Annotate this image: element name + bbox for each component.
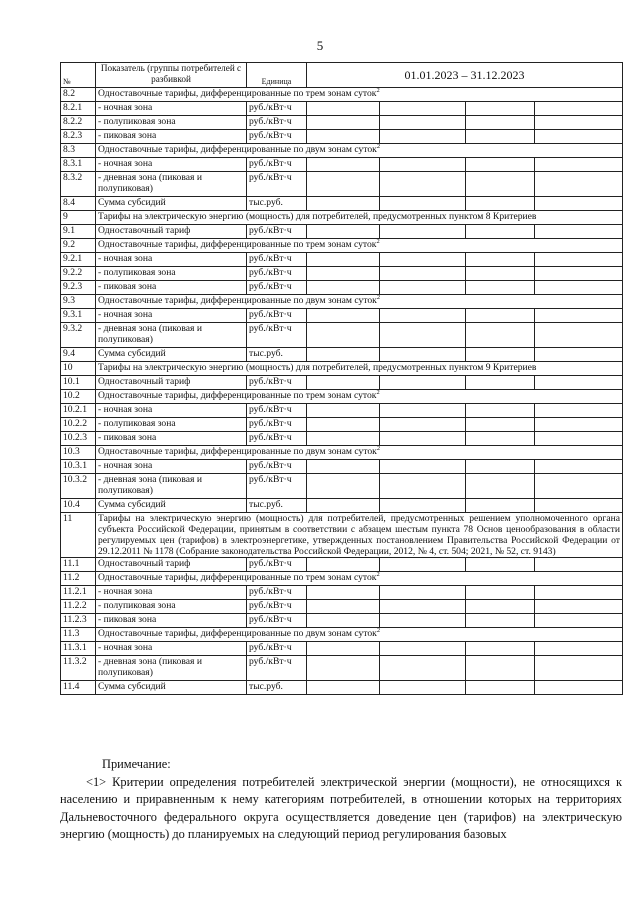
row-unit: руб./кВт·ч xyxy=(247,225,307,239)
table-row xyxy=(61,144,623,158)
value-cell xyxy=(466,499,535,513)
row-indicator: - ночная зона xyxy=(96,253,247,267)
table-row xyxy=(61,681,623,695)
row-unit: руб./кВт·ч xyxy=(247,309,307,323)
value-cell xyxy=(307,323,380,348)
row-number: 11.2.3 xyxy=(61,614,96,628)
row-number: 8.3 xyxy=(61,144,96,158)
row-section-text: Одноставочные тарифы, дифференцированные по трем зонам суток xyxy=(98,572,377,583)
value-cell xyxy=(380,460,466,474)
page-number: 5 xyxy=(316,38,324,53)
value-cell xyxy=(535,158,623,172)
table-row xyxy=(61,362,623,376)
value-cell xyxy=(535,253,623,267)
row-number: 11.2.1 xyxy=(61,586,96,600)
value-cell xyxy=(380,116,466,130)
value-cell xyxy=(380,225,466,239)
value-cell xyxy=(307,600,380,614)
value-cell xyxy=(535,600,623,614)
value-cell xyxy=(380,323,466,348)
row-indicator: Сумма субсидий xyxy=(96,348,247,362)
row-indicator: - ночная зона xyxy=(96,102,247,116)
value-cell xyxy=(535,460,623,474)
row-unit: руб./кВт·ч xyxy=(247,586,307,600)
row-section-text: Одноставочные тарифы, дифференцированные по трем зонам суток xyxy=(98,88,377,99)
row-unit: руб./кВт·ч xyxy=(247,460,307,474)
value-cell xyxy=(466,197,535,211)
table-row xyxy=(61,404,623,418)
row-indicator: Одноставочный тариф xyxy=(96,376,247,390)
value-cell xyxy=(307,656,380,681)
row-indicator: - пиковая зона xyxy=(96,432,247,446)
row-indicator: - ночная зона xyxy=(96,642,247,656)
value-cell xyxy=(466,586,535,600)
value-cell xyxy=(535,323,623,348)
row-number: 10.2 xyxy=(61,390,96,404)
row-section-text: Одноставочные тарифы, дифференцированные по двум зонам суток xyxy=(98,446,377,457)
value-cell xyxy=(380,102,466,116)
row-section-text: Тарифы на электрическую энергию (мощность) для потребителей, предусмотренных решением уполномоченного органа субъекта Российской Федерации, принятым в соответствии с абзацем шестым пункта 78 Основ ценообразования в области регулируемых цен (тарифов) в электроэнергетике, утвержденных постановлением Правительства Российской Федерации от 29.12.2011 № 1178 (Собрание законодательства Российской Федерации, 2012, № 4, ст. 504; 2021, № 52, ст. 9143) xyxy=(98,513,620,557)
table-row xyxy=(61,513,623,558)
row-section-text: Одноставочные тарифы, дифференцированные по двум зонам суток xyxy=(98,144,377,155)
row-section-title xyxy=(96,390,623,404)
table-row xyxy=(61,376,623,390)
value-cell xyxy=(380,656,466,681)
value-cell xyxy=(307,376,380,390)
row-indicator: - ночная зона xyxy=(96,309,247,323)
table-row xyxy=(61,116,623,130)
table-row xyxy=(61,628,623,642)
row-number: 10.1 xyxy=(61,376,96,390)
row-number: 8.2.3 xyxy=(61,130,96,144)
row-number: 9.4 xyxy=(61,348,96,362)
row-number: 10.2.2 xyxy=(61,418,96,432)
row-section-title xyxy=(96,572,623,586)
table-row xyxy=(61,225,623,239)
row-section-title xyxy=(96,144,623,158)
value-cell xyxy=(380,432,466,446)
value-cell xyxy=(466,116,535,130)
footnote-mark: 2 xyxy=(376,571,380,578)
table-row xyxy=(61,558,623,572)
value-cell xyxy=(535,404,623,418)
value-cell xyxy=(307,158,380,172)
value-cell xyxy=(535,225,623,239)
value-cell xyxy=(307,681,380,695)
value-cell xyxy=(380,309,466,323)
value-cell xyxy=(466,253,535,267)
value-cell xyxy=(307,499,380,513)
notes-paragraph: <1> Критерии определения потребителей электрической энергии (мощности), не относящихся к населению и приравненным к нему категориям потребителей, в отношении которых на территориях Дальневосточного федерального округа осуществляется доведение цен (тарифов) на электрическую энергию (мощность) до планируемых на следующий период регулирования базовых xyxy=(60,774,622,841)
value-cell xyxy=(307,225,380,239)
value-cell xyxy=(307,642,380,656)
row-unit: руб./кВт·ч xyxy=(247,102,307,116)
value-cell xyxy=(535,558,623,572)
row-section-title xyxy=(96,446,623,460)
value-cell xyxy=(380,474,466,499)
row-indicator: - ночная зона xyxy=(96,460,247,474)
row-number: 11.1 xyxy=(61,558,96,572)
value-cell xyxy=(535,474,623,499)
row-indicator: Сумма субсидий xyxy=(96,681,247,695)
value-cell xyxy=(307,474,380,499)
row-indicator: Одноставочный тариф xyxy=(96,225,247,239)
row-number: 10.4 xyxy=(61,499,96,513)
value-cell xyxy=(466,432,535,446)
value-cell xyxy=(535,499,623,513)
value-cell xyxy=(466,681,535,695)
value-cell xyxy=(466,474,535,499)
table-row xyxy=(61,600,623,614)
row-number: 8.2 xyxy=(61,88,96,102)
value-cell xyxy=(535,197,623,211)
row-number: 11.2 xyxy=(61,572,96,586)
row-indicator: - дневная зона (пиковая и полупиковая) xyxy=(96,323,247,348)
row-unit: тыс.руб. xyxy=(247,681,307,695)
value-cell xyxy=(535,281,623,295)
value-cell xyxy=(380,499,466,513)
row-indicator: - полупиковая зона xyxy=(96,418,247,432)
row-number: 9.3 xyxy=(61,295,96,309)
value-cell xyxy=(535,102,623,116)
table-row xyxy=(61,172,623,197)
value-cell xyxy=(307,253,380,267)
row-unit: тыс.руб. xyxy=(247,197,307,211)
table-row xyxy=(61,295,623,309)
value-cell xyxy=(535,614,623,628)
row-indicator: - ночная зона xyxy=(96,586,247,600)
value-cell xyxy=(380,172,466,197)
value-cell xyxy=(535,642,623,656)
row-number: 9.1 xyxy=(61,225,96,239)
row-section-text: Одноставочные тарифы, дифференцированные по двум зонам суток xyxy=(98,628,377,639)
table-row xyxy=(61,253,623,267)
row-section-title xyxy=(96,239,623,253)
value-cell xyxy=(380,130,466,144)
table-row xyxy=(61,474,623,499)
footnote-mark: 2 xyxy=(376,238,380,245)
row-section-text: Тарифы на электрическую энергию (мощность) для потребителей, предусмотренных пунктом 9 Критериев xyxy=(98,362,537,373)
row-unit: руб./кВт·ч xyxy=(247,376,307,390)
row-indicator: Сумма субсидий xyxy=(96,197,247,211)
footnote-mark: 2 xyxy=(376,87,380,94)
value-cell xyxy=(380,253,466,267)
row-number: 9.2.2 xyxy=(61,267,96,281)
value-cell xyxy=(380,681,466,695)
row-section-text: Одноставочные тарифы, дифференцированные по трем зонам суток xyxy=(98,390,377,401)
row-section-text: Одноставочные тарифы, дифференцированные по двум зонам суток xyxy=(98,295,377,306)
value-cell xyxy=(380,158,466,172)
row-number: 9 xyxy=(61,211,96,225)
table-row xyxy=(61,197,623,211)
value-cell xyxy=(466,130,535,144)
value-cell xyxy=(307,267,380,281)
value-cell xyxy=(380,614,466,628)
row-indicator: - полупиковая зона xyxy=(96,267,247,281)
row-unit: руб./кВт·ч xyxy=(247,474,307,499)
row-number: 8.3.2 xyxy=(61,172,96,197)
row-number: 10.3.2 xyxy=(61,474,96,499)
footnote-mark: 2 xyxy=(376,143,381,150)
value-cell xyxy=(380,600,466,614)
row-number: 9.2 xyxy=(61,239,96,253)
value-cell xyxy=(307,614,380,628)
value-cell xyxy=(307,418,380,432)
row-number: 8.3.1 xyxy=(61,158,96,172)
value-cell xyxy=(380,267,466,281)
notes-section xyxy=(60,756,622,844)
row-indicator: - полупиковая зона xyxy=(96,116,247,130)
table-header-row xyxy=(61,63,623,88)
value-cell xyxy=(466,158,535,172)
table-row xyxy=(61,239,623,253)
row-indicator: - пиковая зона xyxy=(96,614,247,628)
value-cell xyxy=(380,586,466,600)
row-indicator: - ночная зона xyxy=(96,404,247,418)
value-cell xyxy=(466,102,535,116)
value-cell xyxy=(307,404,380,418)
row-unit: руб./кВт·ч xyxy=(247,116,307,130)
row-section-title xyxy=(96,628,623,642)
table-row xyxy=(61,130,623,144)
row-number: 11.4 xyxy=(61,681,96,695)
value-cell xyxy=(535,418,623,432)
footnote-mark: 2 xyxy=(376,627,381,634)
row-section-text: Тарифы на электрическую энергию (мощность) для потребителей, предусмотренных пунктом 8 Критериев xyxy=(98,211,537,222)
table-row xyxy=(61,418,623,432)
value-cell xyxy=(307,309,380,323)
row-number: 9.2.3 xyxy=(61,281,96,295)
header-number: № xyxy=(61,63,96,88)
value-cell xyxy=(466,642,535,656)
tariff-table xyxy=(60,62,623,695)
value-cell xyxy=(307,558,380,572)
row-number: 10.2.3 xyxy=(61,432,96,446)
row-unit: руб./кВт·ч xyxy=(247,614,307,628)
row-number: 11 xyxy=(61,513,96,558)
table-row xyxy=(61,267,623,281)
value-cell xyxy=(307,197,380,211)
value-cell xyxy=(380,418,466,432)
value-cell xyxy=(466,656,535,681)
row-number: 11.3.2 xyxy=(61,656,96,681)
row-number: 8.2.1 xyxy=(61,102,96,116)
value-cell xyxy=(466,267,535,281)
row-section-title xyxy=(96,362,623,376)
row-unit: руб./кВт·ч xyxy=(247,253,307,267)
value-cell xyxy=(466,558,535,572)
row-number: 10.2.1 xyxy=(61,404,96,418)
row-unit: руб./кВт·ч xyxy=(247,404,307,418)
footnote-mark: 2 xyxy=(376,445,381,452)
row-number: 11.2.2 xyxy=(61,600,96,614)
row-section-title xyxy=(96,211,623,225)
value-cell xyxy=(466,348,535,362)
value-cell xyxy=(307,281,380,295)
value-cell xyxy=(535,376,623,390)
table-row xyxy=(61,446,623,460)
value-cell xyxy=(307,586,380,600)
table-row xyxy=(61,323,623,348)
row-section-text: Одноставочные тарифы, дифференцированные по трем зонам суток xyxy=(98,239,377,250)
value-cell xyxy=(535,348,623,362)
row-unit: руб./кВт·ч xyxy=(247,642,307,656)
row-indicator: - полупиковая зона xyxy=(96,600,247,614)
table-row xyxy=(61,309,623,323)
table-row xyxy=(61,158,623,172)
row-number: 10.3 xyxy=(61,446,96,460)
row-unit: руб./кВт·ч xyxy=(247,172,307,197)
row-unit: руб./кВт·ч xyxy=(247,600,307,614)
value-cell xyxy=(535,172,623,197)
row-number: 9.3.2 xyxy=(61,323,96,348)
header-period: 01.01.2023 – 31.12.2023 xyxy=(307,63,623,88)
row-unit: руб./кВт·ч xyxy=(247,130,307,144)
row-number: 10 xyxy=(61,362,96,376)
value-cell xyxy=(307,432,380,446)
table-row xyxy=(61,88,623,102)
row-indicator: - ночная зона xyxy=(96,158,247,172)
table-row xyxy=(61,102,623,116)
value-cell xyxy=(307,460,380,474)
footnote-mark: 2 xyxy=(376,294,381,301)
value-cell xyxy=(380,281,466,295)
table-row xyxy=(61,390,623,404)
row-number: 9.3.1 xyxy=(61,309,96,323)
row-indicator: - дневная зона (пиковая и полупиковая) xyxy=(96,656,247,681)
value-cell xyxy=(307,172,380,197)
row-indicator: - пиковая зона xyxy=(96,130,247,144)
table-row xyxy=(61,460,623,474)
value-cell xyxy=(380,376,466,390)
row-indicator: Сумма субсидий xyxy=(96,499,247,513)
value-cell xyxy=(466,614,535,628)
row-unit: руб./кВт·ч xyxy=(247,158,307,172)
row-unit: руб./кВт·ч xyxy=(247,281,307,295)
value-cell xyxy=(535,432,623,446)
value-cell xyxy=(535,586,623,600)
value-cell xyxy=(466,172,535,197)
value-cell xyxy=(466,281,535,295)
value-cell xyxy=(466,600,535,614)
value-cell xyxy=(380,197,466,211)
row-number: 9.2.1 xyxy=(61,253,96,267)
value-cell xyxy=(380,642,466,656)
value-cell xyxy=(466,225,535,239)
row-indicator: - пиковая зона xyxy=(96,281,247,295)
value-cell xyxy=(466,460,535,474)
row-number: 10.3.1 xyxy=(61,460,96,474)
value-cell xyxy=(535,267,623,281)
row-indicator: - дневная зона (пиковая и полупиковая) xyxy=(96,172,247,197)
value-cell xyxy=(307,116,380,130)
row-unit: тыс.руб. xyxy=(247,499,307,513)
notes-title: Примечание: xyxy=(102,757,171,771)
value-cell xyxy=(466,404,535,418)
row-unit: руб./кВт·ч xyxy=(247,418,307,432)
row-unit: тыс.руб. xyxy=(247,348,307,362)
table-row xyxy=(61,614,623,628)
value-cell xyxy=(535,309,623,323)
value-cell xyxy=(535,116,623,130)
value-cell xyxy=(466,376,535,390)
value-cell xyxy=(466,418,535,432)
value-cell xyxy=(380,404,466,418)
row-number: 8.4 xyxy=(61,197,96,211)
table-row xyxy=(61,348,623,362)
table-row xyxy=(61,432,623,446)
value-cell xyxy=(466,323,535,348)
footnote-mark: 2 xyxy=(376,389,380,396)
value-cell xyxy=(307,348,380,362)
value-cell xyxy=(307,102,380,116)
table-row xyxy=(61,211,623,225)
table-row xyxy=(61,586,623,600)
value-cell xyxy=(535,681,623,695)
row-number: 11.3.1 xyxy=(61,642,96,656)
header-unit: Единица xyxy=(247,63,307,88)
row-section-title xyxy=(96,295,623,309)
value-cell xyxy=(535,130,623,144)
row-number: 8.2.2 xyxy=(61,116,96,130)
value-cell xyxy=(380,348,466,362)
row-indicator: Одноставочный тариф xyxy=(96,558,247,572)
row-unit: руб./кВт·ч xyxy=(247,656,307,681)
row-indicator: - дневная зона (пиковая и полупиковая) xyxy=(96,474,247,499)
value-cell xyxy=(380,558,466,572)
table-row xyxy=(61,656,623,681)
row-unit: руб./кВт·ч xyxy=(247,323,307,348)
header-indicator: Показатель (группы потребителей с разбивкой xyxy=(96,63,247,88)
row-unit: руб./кВт·ч xyxy=(247,432,307,446)
table-row xyxy=(61,642,623,656)
row-unit: руб./кВт·ч xyxy=(247,558,307,572)
row-unit: руб./кВт·ч xyxy=(247,267,307,281)
table-row xyxy=(61,572,623,586)
value-cell xyxy=(466,309,535,323)
row-section-title xyxy=(96,513,623,558)
row-section-title xyxy=(96,88,623,102)
table-row xyxy=(61,499,623,513)
row-number: 11.3 xyxy=(61,628,96,642)
value-cell xyxy=(307,130,380,144)
value-cell xyxy=(535,656,623,681)
table-row xyxy=(61,281,623,295)
